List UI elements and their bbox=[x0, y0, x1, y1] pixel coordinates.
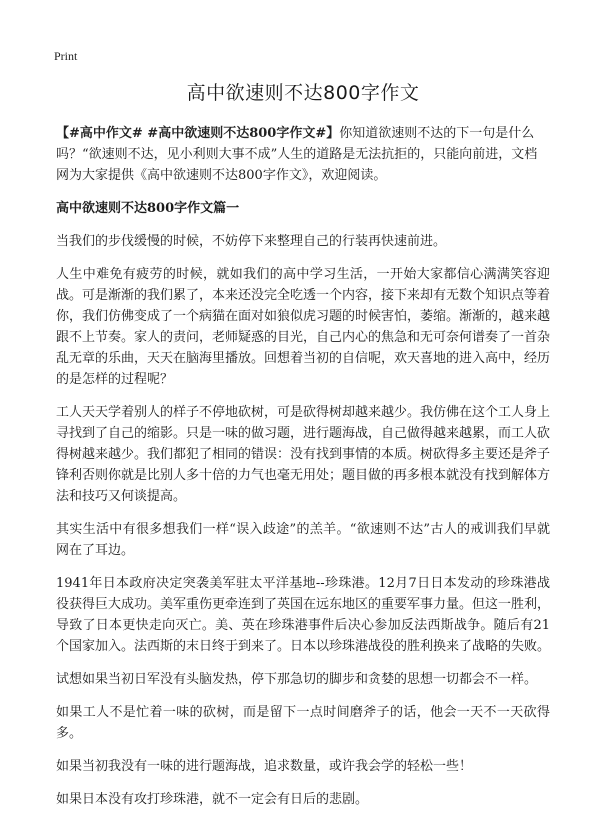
intro-text: 你知道欲速则不达的下一句是什么吗？“欲速则不达，见小利则大事不成”人生的道路是无法抗拒的，只能向前进，文档网为大家提供《高中欲速则不达800字作文》，欢迎阅读。 bbox=[56, 126, 538, 183]
body-paragraph-2: 人生中难免有疲劳的时候，就如我们的高中学习生活，一开始大家都信心满满笑容迎战。可是渐渐的我们累了，本来还没完全吃透一个内容，接下来却有无数个知识点等着你，我们仿佛变成了一个病猫在面对如狼似虎习题的时候害怕，萎缩。渐渐的，越来越跟不上节奏。家人的责问，老师疑惑的目光，自己内心的焦急和无可奈何谱奏了一首杂乱无章的乐曲，天天在脑海里播放。回想着当初的自信呢，欢天喜地的进入高中，经历的是怎样的过程呢？ bbox=[56, 267, 551, 387]
body-paragraph-9: 如果日本没有攻打珍珠港，就不一定会有日后的悲剧。 bbox=[56, 792, 369, 807]
body-paragraph-1: 当我们的步伐缓慢的时候，不妨停下来整理自己的行装再快速前进。 bbox=[56, 234, 447, 249]
body-paragraph-7: 如果工人不是忙着一味的砍树，而是留下一点时间磨斧子的话，他会一天不一天砍得多。 bbox=[56, 705, 550, 741]
body-paragraph-3: 工人天天学着别人的样子不停地砍树，可是砍得树却越来越少。我仿佛在这个工人身上寻找到了自己的缩影。只是一味的做习题，进行题海战，自己做得越来越累，而工人砍得树越来越少。我们都犯了相同的错误：没有找到事情的本质。树砍得多主要还是斧子锋利否则你就是比别人多十倍的力气也毫无用处；题目做的再多根本就没有找到解体方法和技巧又何谈提高。 bbox=[56, 405, 551, 504]
intro-paragraph bbox=[56, 123, 550, 186]
body-paragraph-4: 其实生活中有很多想我们一样“误入歧途”的羔羊。“欲速则不达”古人的戒训我们早就网在了耳边。 bbox=[56, 522, 550, 558]
page-title: 高中欲速则不达800字作文 bbox=[186, 82, 420, 104]
print-link[interactable]: Print bbox=[54, 49, 78, 63]
body-paragraph-5: 1941年日本政府决定突袭美军驻太平洋基地--珍珠港。12月7日日本发动的珍珠港战役获得巨大成功。美军重伤更牵连到了英国在远东地区的重要军事力量。但这一胜利，导致了日本更快走向灭亡。美、英在珍珠港事件后决心参加反法西斯战争。随后有21个国家加入。法西斯的末日终于到来了。日本以珍珠港战役的胜利换来了战略的失败。 bbox=[56, 576, 551, 654]
section-heading: 高中欲速则不达800字作文篇一 bbox=[56, 201, 240, 216]
body-paragraph-8: 如果当初我没有一味的进行题海战，追求数量，或许我会学的轻松一些！ bbox=[56, 759, 473, 774]
intro-tag: 【#高中作文# #高中欲速则不达800字作文#】 bbox=[56, 126, 340, 141]
article-page bbox=[56, 78, 550, 822]
body-paragraph-6: 试想如果当初日军没有头脑发热，停下那急切的脚步和贪婪的思想一切都会不一样。 bbox=[56, 672, 538, 687]
